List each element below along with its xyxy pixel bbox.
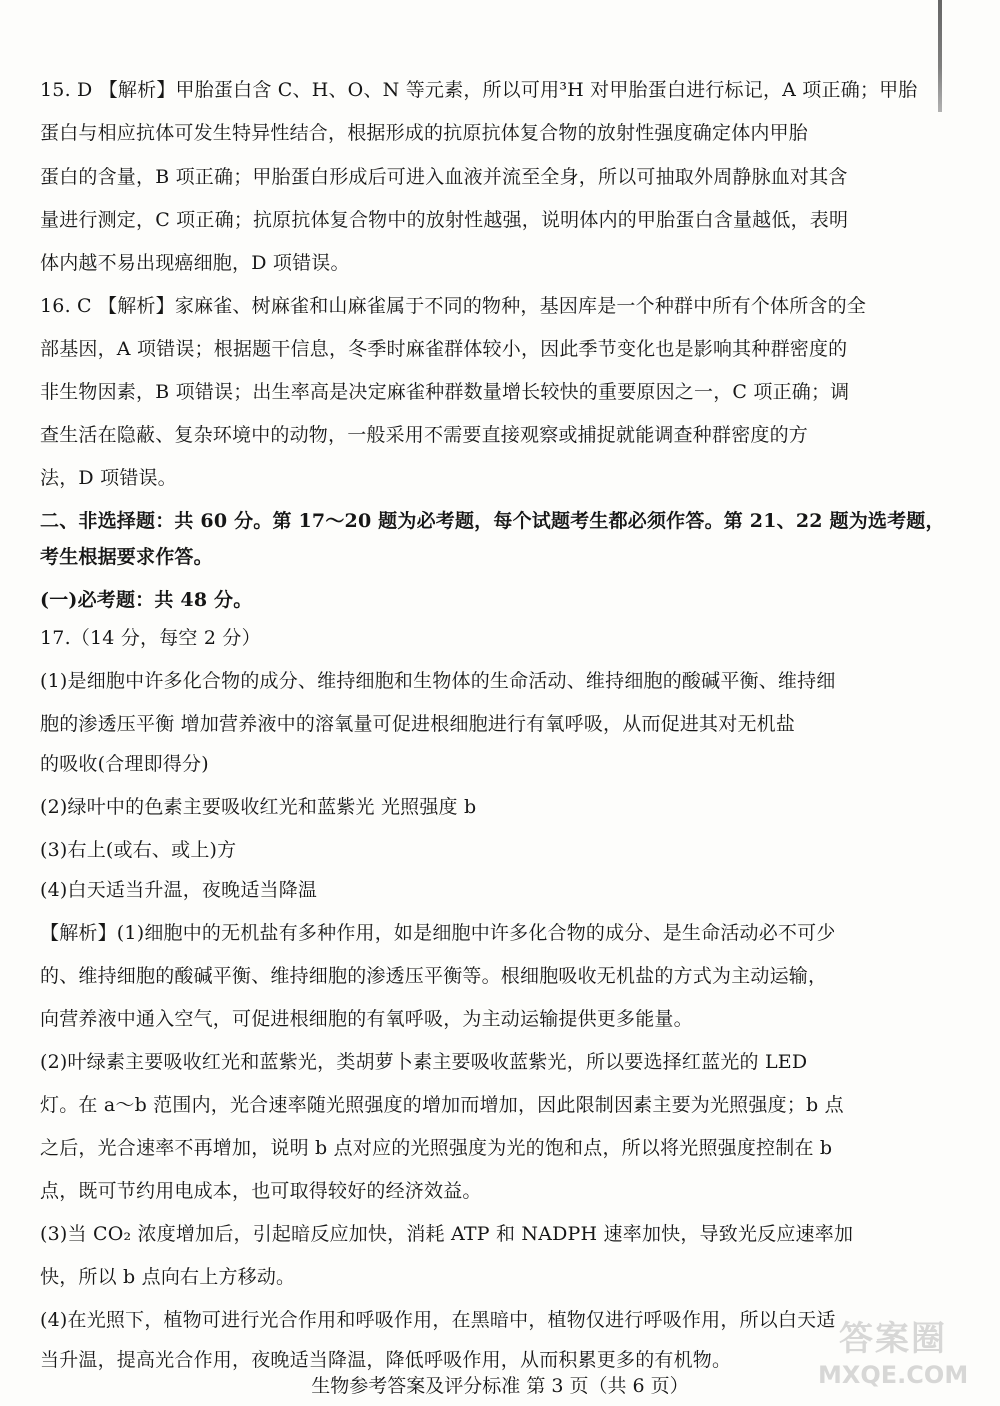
q17-analysis-line-8: (3)当 CO₂ 浓度增加后，引起暗反应加快，消耗 ATP 和 NADPH 速率加快，导致光反应速率加 <box>40 1223 854 1245</box>
q17-answer-line-5: (3)右上(或右、或上)方 <box>40 839 237 861</box>
q17-answer-line-4: (2)绿叶中的色素主要吸收红光和蓝紫光 光照强度 b <box>40 796 477 818</box>
q15-line-1: 15. D 【解析】甲胎蛋白含 C、H、O、N 等元素，所以可用³H 对甲胎蛋白进行标记，A 项正确；甲胎 <box>40 79 918 101</box>
q17-analysis-line-6: 之后，光合速率不再增加，说明 b 点对应的光照强度为光的饱和点，所以将光照强度控制在 b <box>40 1137 833 1159</box>
page-footer: 生物参考答案及评分标准 第 3 页（共 6 页） <box>311 1375 689 1397</box>
q16-line-5: 法，D 项错误。 <box>40 467 177 489</box>
section-heading-line-2: 考生根据要求作答。 <box>40 546 213 568</box>
q17-analysis-line-10: (4)在光照下，植物可进行光合作用和呼吸作用，在黑暗中，植物仅进行呼吸作用，所以白天适 <box>40 1309 836 1331</box>
q17-analysis-line-1: 【解析】(1)细胞中的无机盐有多种作用，如是细胞中许多化合物的成分、是生命活动必不可少 <box>40 922 836 944</box>
q17-analysis-line-11: 当升温，提高光合作用，夜晚适当降温，降低呼吸作用，从而积累更多的有机物。 <box>40 1349 732 1371</box>
q16-line-2: 部基因，A 项错误；根据题干信息，冬季时麻雀群体较小，因此季节变化也是影响其种群密度的 <box>40 338 848 360</box>
q15-line-2: 蛋白与相应抗体可发生特异性结合，根据形成的抗原抗体复合物的放射性强度确定体内甲胎 <box>40 122 809 144</box>
q17-answer-line-3: 的吸收(合理即得分) <box>40 753 209 775</box>
required-heading: (一)必考题：共 48 分。 <box>40 589 253 611</box>
watermark-url: MXQE.COM <box>818 1361 969 1389</box>
q17-analysis-line-2: 的、维持细胞的酸碱平衡、维持细胞的渗透压平衡等。根细胞吸收无机盐的方式为主动运输， <box>40 965 828 987</box>
q17-analysis-line-3: 向营养液中通入空气，可促进根细胞的有氧呼吸，为主动运输提供更多能量。 <box>40 1008 693 1030</box>
q16-line-3: 非生物因素，B 项错误；出生率高是决定麻雀种群数量增长较快的重要原因之一，C 项正确；调 <box>40 381 850 403</box>
q16-line-4: 查生活在隐蔽、复杂环境中的动物，一般采用不需要直接观察或捕捉就能调查种群密度的方 <box>40 424 809 446</box>
q15-line-5: 体内越不易出现癌细胞，D 项错误。 <box>40 252 350 274</box>
q15-line-3: 蛋白的含量，B 项正确；甲胎蛋白形成后可进入血液并流至全身，所以可抽取外周静脉血对其含 <box>40 166 848 188</box>
q16-line-1: 16. C 【解析】家麻雀、树麻雀和山麻雀属于不同的物种，基因库是一个种群中所有个体所含的全 <box>40 295 867 317</box>
q17-analysis-line-9: 快，所以 b 点向右上方移动。 <box>40 1266 296 1288</box>
q15-line-4: 量进行测定，C 项正确；抗原抗体复合物中的放射性越强，说明体内的甲胎蛋白含量越低，表明 <box>40 209 849 231</box>
q17-analysis-line-7: 点，既可节约用电成本，也可取得较好的经济效益。 <box>40 1180 482 1202</box>
section-heading-line-1: 二、非选择题：共 60 分。第 17～20 题为必考题，每个试题考生都必须作答。第 21、22 题为选考题， <box>40 510 945 532</box>
q17-answer-line-1: (1)是细胞中许多化合物的成分、维持细胞和生物体的生命活动、维持细胞的酸碱平衡、维持细 <box>40 670 836 692</box>
watermark-logo <box>818 1318 968 1398</box>
q17-analysis-line-5: 灯。在 a～b 范围内，光合速率随光照强度的增加而增加，因此限制因素主要为光照强度；b 点 <box>40 1094 844 1116</box>
q17-answer-line-6: (4)白天适当升温，夜晚适当降温 <box>40 879 318 901</box>
q17-analysis-line-4: (2)叶绿素主要吸收红光和蓝紫光，类胡萝卜素主要吸收蓝紫光，所以要选择红蓝光的 LED <box>40 1051 808 1073</box>
q17-answer-line-2: 胞的渗透压平衡 增加营养液中的溶氧量可促进根细胞进行有氧呼吸，从而促进其对无机盐 <box>40 713 796 735</box>
watermark-text: 答案圈 <box>839 1319 947 1359</box>
q17-heading: 17.（14 分，每空 2 分） <box>40 627 261 649</box>
